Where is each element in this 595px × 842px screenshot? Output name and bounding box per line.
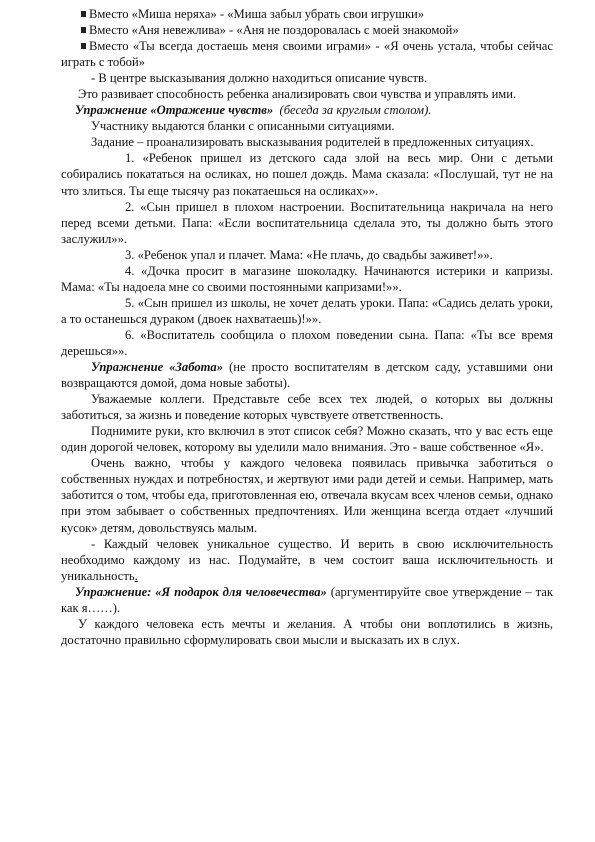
square-bullet-icon xyxy=(81,43,86,49)
body-paragraph: Поднимите руки, кто включил в этот список себя? Можно сказать, что у вас есть еще один дорогой человек, которому вы уделили мало внимания. Это - ваше собственное «Я». xyxy=(61,424,553,455)
square-bullet-icon xyxy=(81,11,86,17)
situation-item: 4. «Дочка просит в магазине шоколадку. Начинаются истерики и капризы. Мама: «Ты надоела мне со своими постоянными капризами!»». xyxy=(61,263,553,294)
situation-item: 3. «Ребенок упал и плачет. Мама: «Не плачь, до свадьбы заживет!»». xyxy=(125,247,493,262)
rule-line: - В центре высказывания должно находиться описание чувств. xyxy=(91,71,428,86)
task-paragraph: Задание – проанализировать высказывания родителей в предложенных ситуациях. xyxy=(91,135,534,150)
bullet-item: Вместо «Миша неряха» - «Миша забыл убрать свои игрушки» xyxy=(61,6,553,22)
exercise-title: Упражнение: «Я подарок для человечества» xyxy=(75,584,327,599)
handout-line: Участнику выдаются бланки с описанными ситуациями. xyxy=(91,119,395,134)
body-paragraph: Уважаемые коллеги. Представьте себе всех тех людей, о которых вы должны заботиться, за жизнь и поведение которых чувствуете ответственность. xyxy=(61,392,553,423)
body-paragraph: Очень важно, чтобы у каждого человека появилась привычка заботиться о собственных нуждах и потребностях, и жертвуют ими ради детей и семьи. Например, мать заботится о том, чтобы еда, приготовленная ею, отвечала вкусам всех членов семьи, однако при этом забывает о собственных предпочтениях. Или женщина всегда отдает «лучший кусок» детям, довольствуясь малым. xyxy=(61,456,553,535)
square-bullet-icon xyxy=(81,27,86,33)
situation-item: 5. «Сын пришел из школы, не хочет делать уроки. Папа: «Садись делать уроки, а то останешься дураком (двоек нахватаешь)!»». xyxy=(61,295,553,326)
bullet-item: Вместо «Ты всегда достаешь меня своими играми» - «Я очень устала, чтобы сейчас играть с тобой» xyxy=(61,39,553,70)
situation-item: 6. «Воспитатель сообщила о плохом поведении сына. Папа: «Ты все время дерешься»». xyxy=(61,327,553,358)
bullet-item: Вместо «Аня невежлива» - «Аня не поздоровалась с моей знакомой» xyxy=(61,22,553,38)
exercise-heading xyxy=(61,359,553,391)
document-page xyxy=(61,0,553,648)
develop-paragraph: Это развивает способность ребенка анализировать свои чувства и управлять ими. xyxy=(78,87,517,102)
situation-item: 2. «Сын пришел в плохом настроении. Воспитательница накричала на него перед всеми детьми. Папа: «Если воспитательница сделала это, ты должно быть этого заслужил»». xyxy=(61,199,553,246)
exercise-note: (аргументируйте свое утверждение – так как я……). xyxy=(61,584,553,615)
exercise-title: Упражнение «Забота» xyxy=(91,360,224,375)
exercise-title: Упражнение «Отражение чувств» xyxy=(75,103,274,118)
exercise-heading xyxy=(61,584,553,616)
exercise-heading xyxy=(61,102,553,118)
closing-paragraph: У каждого человека есть мечты и желания. А чтобы они воплотились в жизнь, достаточно правильно сформулировать свои мысли и высказать их в слух. xyxy=(61,616,553,647)
situation-item: 1. «Ребенок пришел из детского сада злой на весь мир. Они с детьми собирались покататься на осликах, но пошел дождь. Мама сказала: «Послушай, тут не на что злиться. Ты еще тысячу раз покатаешься на осликах»». xyxy=(61,151,553,198)
body-paragraph: - Каждый человек уникальное существо. И верить в свою исключительность необходимо каждому из нас. Подумайте, в чем состоит ваша исключительность и уникальность. xyxy=(61,536,553,583)
exercise-note: (не просто воспитателям в детском саду, уставшими они возвращаются домой, дома новые заботы). xyxy=(61,360,553,391)
exercise-note: (беседа за круглым столом). xyxy=(279,103,432,118)
